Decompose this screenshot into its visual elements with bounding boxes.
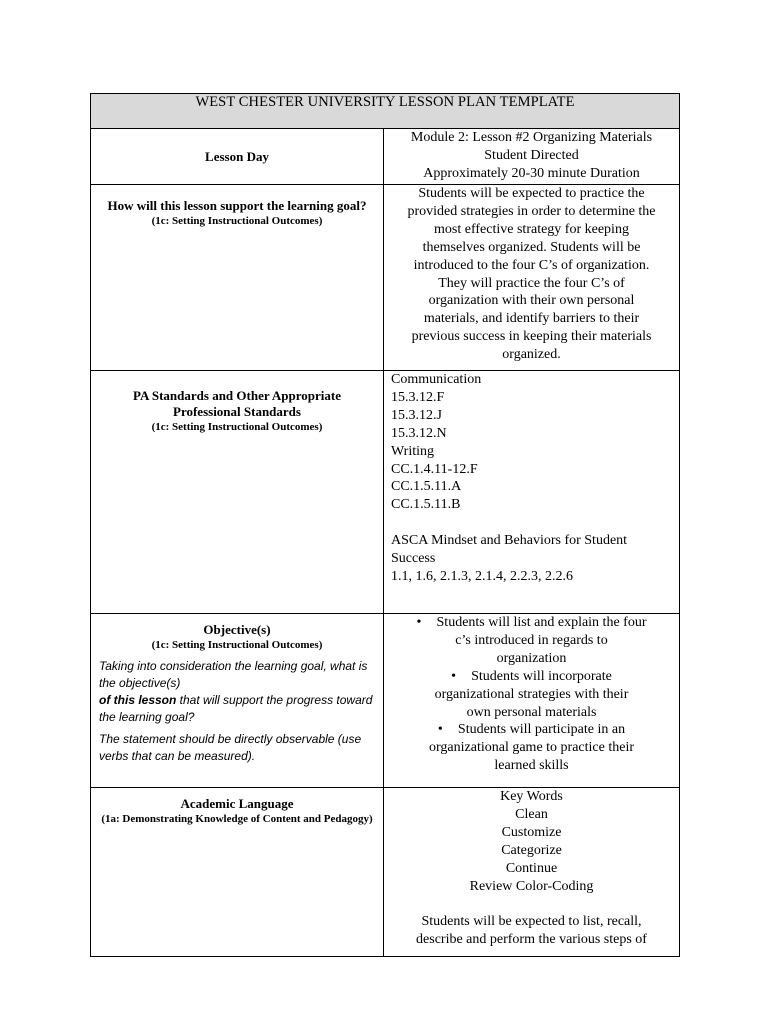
objectives-prompt [99,658,377,726]
objective-line: Students will incorporate [471,668,612,684]
academic-language-line: Categorize [501,842,562,858]
objective-line: own personal materials [466,704,597,720]
standards-sub: (1c: Setting Instructional Outcomes) [151,421,323,433]
learning-goal-line: most effective strategy for keeping [434,221,629,237]
standards-line: 15.3.12.J [391,407,442,423]
learning-goal-line: organization with their own personal [428,293,635,309]
academic-language-line: Clean [515,806,548,822]
standards-line: CC.1.5.11.B [391,497,461,513]
objective-line: organizational game to practice their [429,740,634,756]
objectives-content [384,614,680,788]
learning-goal-line: introduced to the four C’s of organization. [413,257,650,273]
standards-line: CC.1.4.11-12.F [391,461,478,477]
objectives-sub: (1c: Setting Instructional Outcomes) [151,639,323,651]
learning-goal-line: They will practice the four C’s of [438,275,625,291]
academic-language-line: describe and perform the various steps of [416,932,647,948]
academic-language-row [91,788,680,957]
learning-goal-content [384,185,680,371]
lesson-plan-table [90,93,680,957]
learning-goal-label-cell [91,185,384,371]
standards-line: Communication [391,372,482,387]
lesson-day-label: Lesson Day [205,148,269,164]
academic-language-line: Customize [501,824,562,840]
objectives-prompt-note: The statement should be directly observable (use verbs that can be measured). [99,732,362,763]
bullet-icon: • [451,668,457,684]
academic-language-line: Students will be expected to list, recall, [421,914,642,930]
standards-line: 1.1, 1.6, 2.1.3, 2.1.4, 2.2.3, 2.2.6 [391,568,573,584]
lesson-day-line: Module 2: Lesson #2 Organizing Materials [410,130,653,145]
learning-goal-sub: (1c: Setting Instructional Outcomes) [151,215,323,227]
objective-line: c’s introduced in regards to [455,632,608,648]
objectives-label: Objective(s) [203,622,271,637]
objective-line: organizational strategies with their [434,686,629,702]
standards-spacer [391,514,679,532]
objective-item [384,721,679,775]
standards-line: Writing [391,443,434,459]
objective-item [384,614,679,668]
objectives-label-cell [91,614,384,788]
objectives-prompt-part: Taking into consideration the learning goal, what is the objective(s) [99,659,368,690]
academic-language-content [384,788,680,957]
objectives-list [384,614,679,775]
bullet-icon: • [416,615,422,630]
lesson-day-content [384,129,680,185]
objective-line: Students will participate in an [457,722,626,738]
learning-goal-line: materials, and identify barriers to their [423,311,640,327]
bullet-icon: • [437,722,443,738]
lesson-day-row [91,129,680,185]
academic-language-label: Academic Language [180,796,294,811]
standards-line: Success [391,551,436,567]
learning-goal-label: How will this lesson support the learning goal? [107,198,367,213]
standards-line: CC.1.5.11.A [391,479,462,495]
learning-goal-line: organized. [502,347,561,363]
objective-line: learned skills [494,758,569,774]
objective-line: organization [496,650,567,666]
academic-language-spacer [384,895,679,913]
document-title: WEST CHESTER UNIVERSITY LESSON PLAN TEMPLATE [91,94,680,129]
standards-row [91,371,680,614]
academic-language-line: Continue [505,860,558,876]
learning-goal-line: previous success in keeping their materials [411,329,652,345]
standards-line: 15.3.12.F [391,389,445,405]
lesson-day-line: Student Directed [484,147,579,163]
standards-line: ASCA Mindset and Behaviors for Student [391,533,628,549]
academic-language-label-cell [91,788,384,957]
objectives-row [91,614,680,788]
learning-goal-line: themselves organized. Students will be [422,239,641,255]
standards-content [384,371,680,614]
academic-language-sub: (1a: Demonstrating Knowledge of Content and Pedagogy) [101,813,373,825]
academic-language-line: Key Words [500,789,563,804]
standards-line: 15.3.12.N [391,425,447,441]
learning-goal-line: provided strategies in order to determine the [407,203,656,219]
objectives-prompt-part: that will support the progress toward the learning goal? [99,693,373,724]
standards-label-cell [91,371,384,614]
learning-goal-row [91,185,680,371]
standards-label: PA Standards and Other Appropriate Professional Standards [132,388,342,419]
learning-goal-line: Students will be expected to practice the [418,186,645,201]
objectives-prompt-bold: of this lesson [99,693,177,707]
objective-item [384,668,679,722]
academic-language-line: Review Color-Coding [469,878,594,894]
lesson-day-label-cell [91,129,384,185]
title-row [91,94,680,129]
lesson-day-line: Approximately 20-30 minute Duration [423,165,640,181]
objective-line: Students will list and explain the four [436,615,647,630]
